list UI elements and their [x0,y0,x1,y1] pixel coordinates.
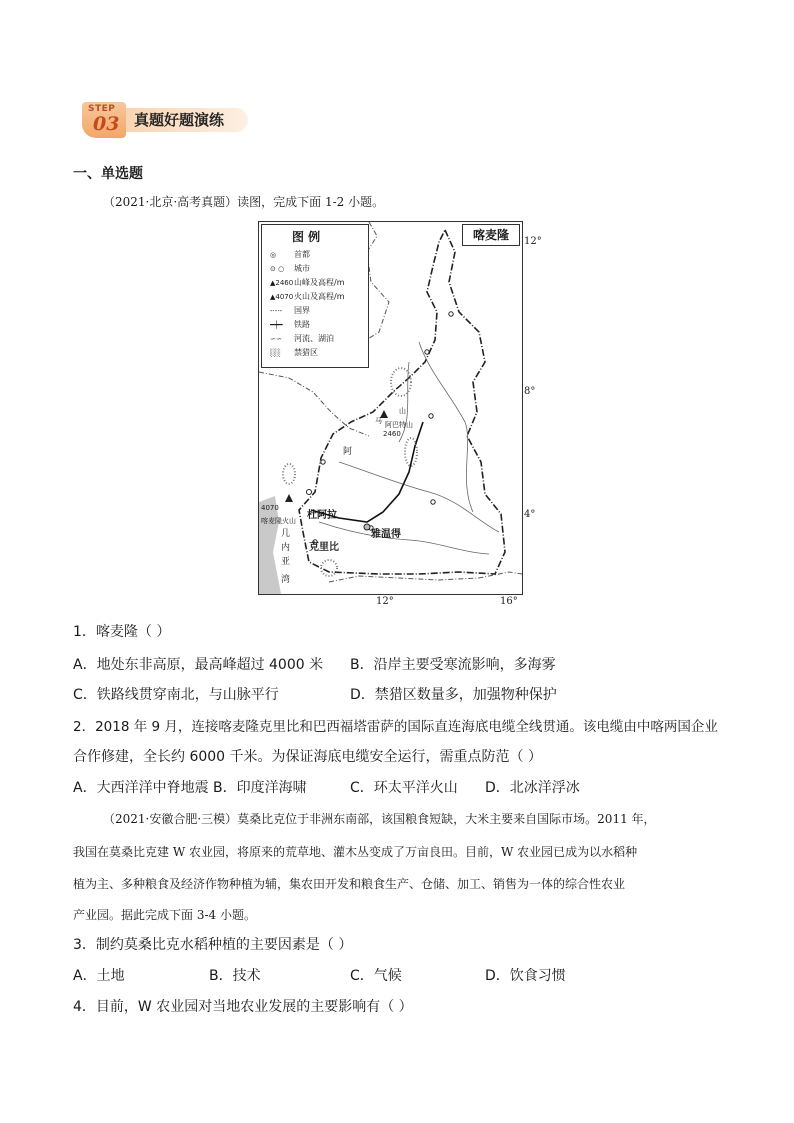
q1-option-a[interactable]: A．地处东非高原，最高峰超过 4000 米 [73,657,324,673]
q34-intro-line1: （2021·安徽合肥·三模）莫桑比克位于非洲东南部，该国粮食短缺，大米主要来自国际市场。2011 年， [103,812,656,826]
lat-label-12: 12° [524,236,542,247]
city-3 [429,414,433,418]
city-4 [321,460,325,464]
legend-item: ▲2460山峰及高程/m [270,278,345,287]
legend-item: ░░ 禁猎区 [270,348,318,357]
city-5 [431,500,435,504]
q3-option-d[interactable]: D．饮食习惯 [485,968,566,984]
label-gulf-3: 亚 [281,557,291,567]
q1-stem: 1．喀麦隆（ ） [73,624,171,640]
step-badge [82,102,248,135]
legend-item: -·-·- 国界 [270,306,310,315]
q1-option-d[interactable]: D．禁猎区数量多，加强物种保护 [350,687,557,703]
q2-stem-line2: 合作修建，全长约 6000 千米。为保证海底电缆安全运行，需重点防范（ ） [73,749,542,765]
border-nigeria [259,372,369,436]
legend-title: 图 例 [292,230,321,244]
q1-option-c[interactable]: C．铁路线贯穿南北，与山脉平行 [73,687,279,703]
legend-item: ◎ 首都 [270,250,310,259]
section-header-title: 真题好题演练 [134,111,225,129]
label-gulf-2: 内 [281,543,291,553]
city-1 [449,312,453,316]
q3-option-b[interactable]: B．技术 [209,968,261,984]
label-peak-elev: 2460 [383,430,401,438]
river-1 [419,342,473,512]
section-title: 一、单选题 [73,166,143,182]
reserve-3 [283,464,295,484]
label-mountain-a: 山 [399,407,406,415]
lat-label-8: 8° [524,386,536,397]
q2-stem-line1: 2．2018 年 9 月，连接喀麦隆克里比和巴西福塔雷萨的国际直连海底电缆全线贯通。该电缆由中喀两国企业 [73,719,718,735]
q1-option-b[interactable]: B．沿岸主要受寒流影响，多海雾 [350,657,556,673]
label-volcano: 喀麦隆火山 [261,517,296,525]
label-gulf-1: 几 [281,529,291,539]
step-number: 03 [93,113,120,135]
q4-stem: 4．目前，W 农业园对当地农业发展的主要影响有（ ） [73,999,413,1015]
q2-option-c[interactable]: C．环太平洋火山 [350,780,458,796]
q2-option-d[interactable]: D．北冰洋浮冰 [485,780,580,796]
q2-option-ab[interactable]: A．大西洋洋中脊地震 B．印度洋海啸 [73,780,307,796]
lat-label-4: 4° [524,509,536,520]
river-3 [319,522,489,554]
label-volcano-elev: 4070 [261,504,279,512]
q3-option-a[interactable]: A．土地 [73,968,125,984]
city-2 [425,350,429,354]
q34-intro-line2: 我国在莫桑比克建 W 农业园，将原来的荒草地、灌木丛变成了万亩良田。目前，W 农业园已成为以水稻种 [73,845,638,859]
q34-intro-line3: 植为主、多种粮食及经济作物种植为辅，集农田开发和粮食生产、仓储、加工、销售为一体的综合性农业 [73,877,626,891]
legend-item: ━┿━ 铁路 [270,320,310,329]
q12-intro: （2021·北京·高考真题）读图，完成下面 1-2 小题。 [103,195,385,209]
legend-item: ▲4070火山及高程/m [270,292,345,301]
label-peak: 阿巴特山 [385,421,413,429]
capital-yaounde [364,524,370,530]
label-yaounde: 雅温得 [371,529,401,540]
q34-intro-line4: 产业园。据此完成下面 3-4 小题。 [73,908,256,922]
lon-label-12: 12° [376,596,394,607]
label-river-a: 阿 [343,447,353,457]
label-kribi: 克里比 [309,542,339,553]
label-douala: 杜阿拉 [307,510,337,521]
q3-stem: 3．制约莫桑比克水稻种植的主要因素是（ ） [73,937,353,953]
lon-label-16: 16° [500,596,518,607]
country-label: 喀麦隆 [462,224,520,246]
volcano-marker [285,494,293,502]
step-word: STEP [88,104,116,114]
legend-item: ∽∽ 河流、湖泊 [270,334,334,343]
legend-item: ⊙ ○ 城市 [270,264,310,273]
q3-option-c[interactable]: C．气候 [350,968,402,984]
label-mountain-b: 马 [375,417,382,425]
reserve-4 [321,560,337,576]
cameroon-map [258,221,523,595]
city-douala [307,490,312,495]
label-gulf-4: 湾 [281,575,291,585]
map-legend [261,224,369,368]
